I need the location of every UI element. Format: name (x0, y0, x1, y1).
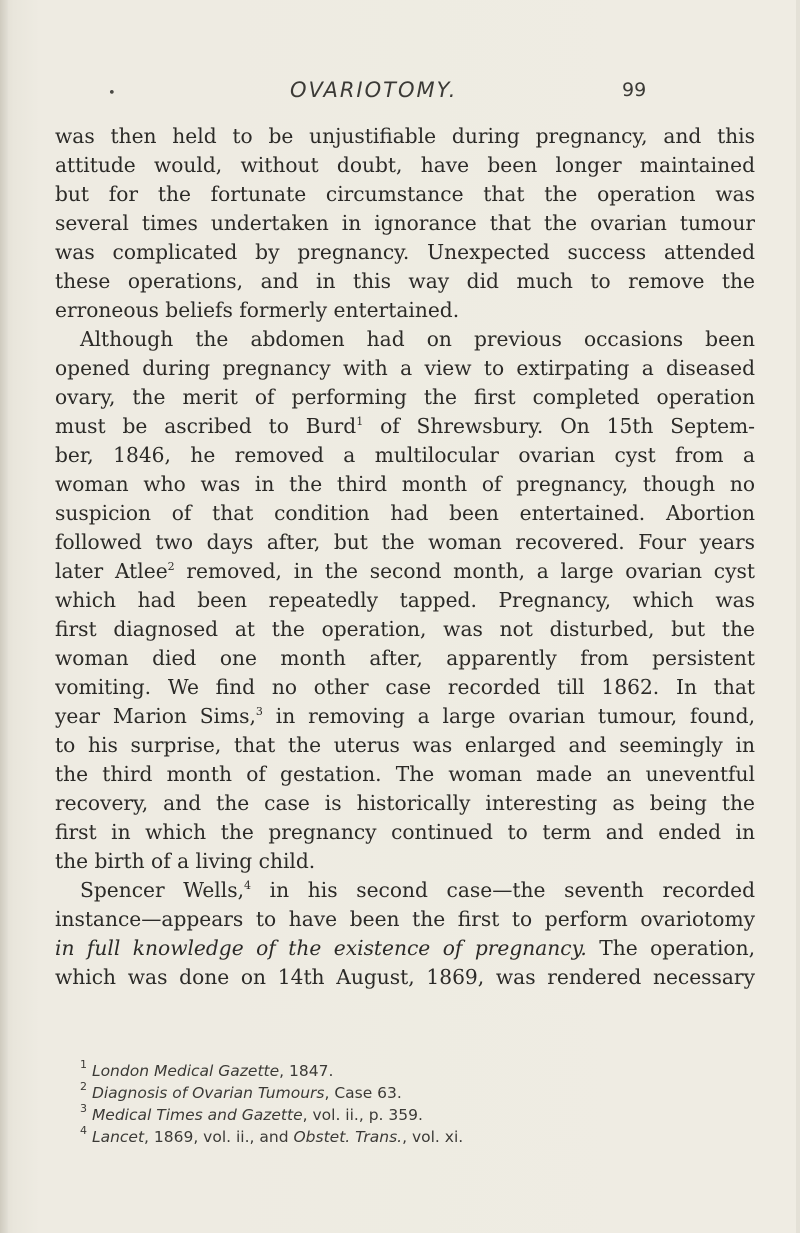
footnote-detail: , vol. ii., p. 359. (302, 1106, 423, 1124)
running-head (0, 78, 800, 108)
text-line: ber, 1846, he removed a multilocular ovarian cyst from a (55, 443, 755, 467)
text-line: vomiting. We find no other case recorded till 1862. In that (55, 675, 755, 699)
paragraph-start-line: Although the abdomen had on previous occasions been (80, 327, 755, 351)
footnote-number: 2 (80, 1080, 87, 1093)
text-segment: later Atlee (55, 559, 168, 583)
footnote-source: Medical Times and Gazette (91, 1106, 303, 1124)
footnote-ref: 2 (167, 560, 175, 573)
text-line: several times undertaken in ignorance that the ovarian tumour (55, 211, 755, 235)
text-line: erroneous beliefs formerly entertained. (55, 298, 460, 322)
text-segment: must be ascribed to Burd (55, 414, 357, 438)
text-line: the third month of gestation. The woman made an uneventful (55, 762, 755, 786)
text-line: ovary, the merit of performing the first completed operation (55, 385, 755, 409)
text-line: woman died one month after, apparently from persistent (55, 646, 755, 670)
text-line: was complicated by pregnancy. Unexpected success attended (55, 240, 755, 264)
footnote-number: 1 (80, 1058, 87, 1071)
text-segment: The operation, (586, 936, 755, 960)
text-line: attitude would, without doubt, have been longer maintained (55, 153, 755, 177)
text-line (55, 412, 755, 441)
footnote-source: Obstet. Trans. (293, 1128, 403, 1146)
footnote-source: London Medical Gazette (91, 1062, 280, 1080)
page-spine-shadow (0, 0, 8, 1233)
running-head-dot: • (108, 86, 116, 101)
footnote-detail: , Case 63. (324, 1084, 402, 1102)
text-line: followed two days after, but the woman recovered. Four years (55, 530, 755, 554)
text-segment: in removing a large ovarian tumour, found, (262, 704, 755, 728)
footnote-ref: 1 (356, 415, 364, 428)
footnote-detail: , 1847. (279, 1062, 334, 1080)
text-line (55, 702, 755, 731)
footnote (80, 1082, 760, 1104)
text-line (55, 934, 755, 963)
text-segment: Spencer Wells, (80, 878, 244, 902)
footnote-ref: 3 (255, 705, 263, 718)
text-line: instance—appears to have been the first to perform ovariotomy (55, 907, 755, 931)
footnote (80, 1060, 760, 1082)
footnote-ref: 4 (244, 879, 251, 892)
footnote (80, 1104, 760, 1126)
footnote-detail: , 1869, vol. ii., and (144, 1128, 294, 1146)
page-number: 99 (622, 79, 647, 101)
footnote-detail: , vol. xi. (402, 1128, 464, 1146)
text-line: the birth of a living child. (55, 849, 316, 873)
text-segment: in his second case—the seventh recorded (251, 878, 755, 902)
page-right-edge (796, 0, 800, 1233)
text-segment: year Marion Sims, (55, 704, 256, 728)
text-segment: of Shrewsbury. On 15th Septem- (363, 414, 755, 438)
footnote-source: Lancet (91, 1128, 145, 1146)
text-line (55, 557, 755, 586)
text-line: first in which the pregnancy continued to term and ended in (55, 820, 755, 844)
running-head-title: OVARIOTOMY. (290, 78, 458, 102)
footnotes (80, 1060, 760, 1148)
text-line: was then held to be unjustifiable during pregnancy, and this (55, 124, 755, 148)
text-line: opened during pregnancy with a view to extirpating a diseased (55, 356, 755, 380)
text-line: recovery, and the case is historically interesting as being the (55, 791, 755, 815)
footnote-source: Diagnosis of Ovarian Tumours (91, 1084, 325, 1102)
text-line: but for the fortunate circumstance that the operation was (55, 182, 755, 206)
text-line: which had been repeatedly tapped. Pregnancy, which was (55, 588, 755, 612)
footnote (80, 1126, 760, 1148)
body-text (55, 122, 755, 992)
paragraph-start-line (55, 876, 755, 905)
text-segment: removed, in the second month, a large ovarian cyst (174, 559, 755, 583)
text-line: to his surprise, that the uterus was enlarged and seemingly in (55, 733, 755, 757)
text-line: these operations, and in this way did much to remove the (55, 269, 755, 293)
text-line: suspicion of that condition had been entertained. Abortion (55, 501, 755, 525)
footnote-number: 3 (80, 1102, 87, 1115)
text-line: woman who was in the third month of pregnancy, though no (55, 472, 755, 496)
italic-phrase: in full knowledge of the existence of pregnancy. (55, 936, 587, 960)
text-line: first diagnosed at the operation, was not disturbed, but the (55, 617, 755, 641)
text-line: which was done on 14th August, 1869, was rendered necessary (55, 965, 755, 989)
footnote-number: 4 (80, 1124, 87, 1137)
